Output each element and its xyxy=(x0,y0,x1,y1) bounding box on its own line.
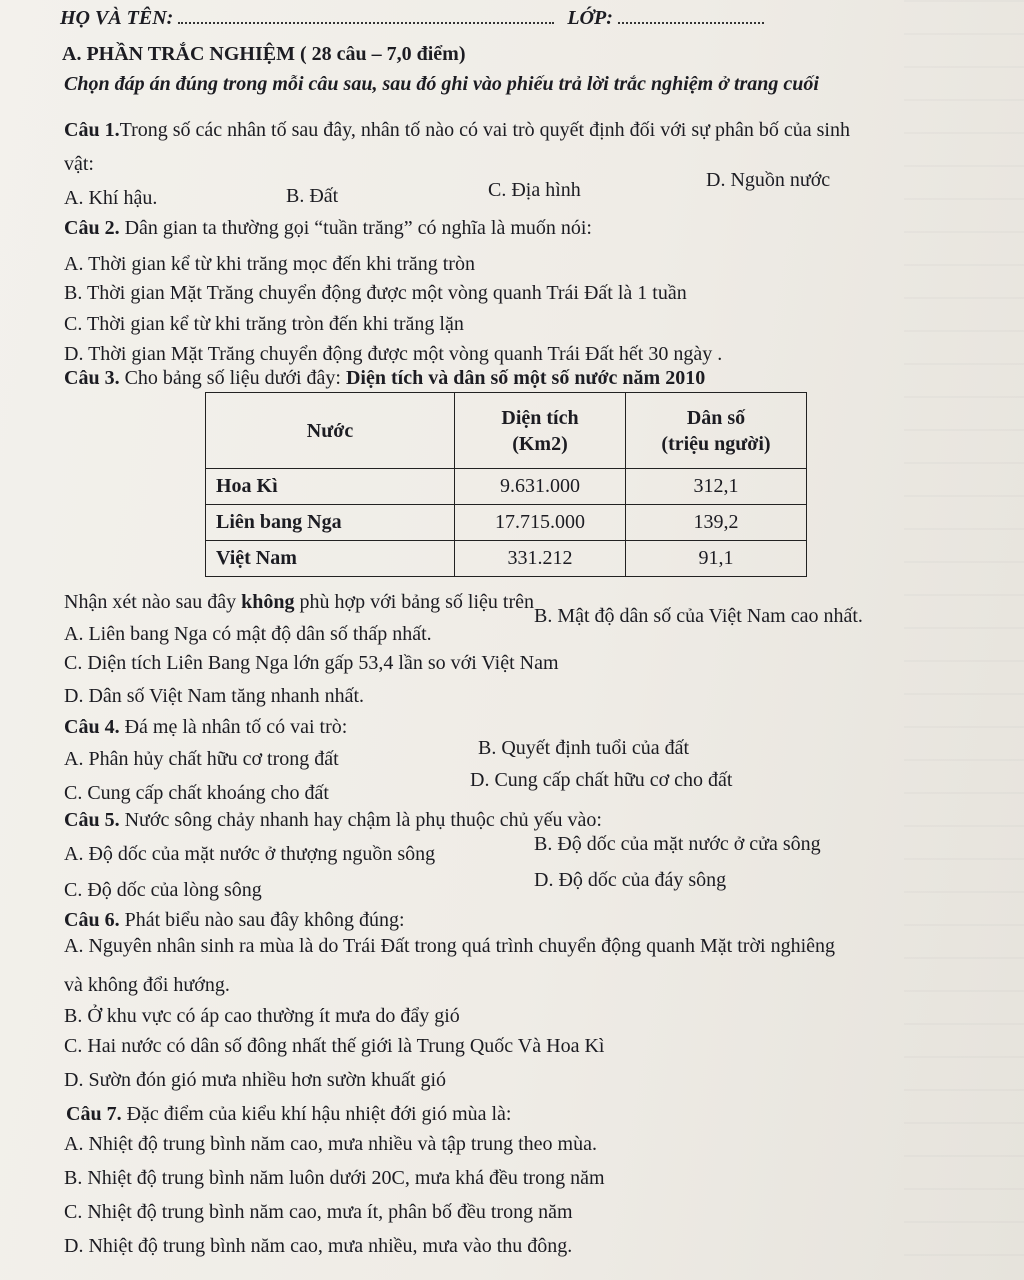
q7-option-b: B. Nhiệt độ trung bình năm luôn dưới 20C, mưa khá đều trong năm xyxy=(64,1167,605,1189)
q4-stem xyxy=(64,715,347,739)
q3-prompt-pre: Nhận xét nào sau đây xyxy=(64,591,237,613)
q5-option-a: A. Độ dốc của mặt nước ở thượng nguồn sông xyxy=(64,843,436,865)
table-header-row xyxy=(206,393,807,469)
q3-prompt-not: không xyxy=(241,591,295,613)
q3-option-d: D. Dân số Việt Nam tăng nhanh nhất. xyxy=(64,685,365,707)
row-country: Hoa Kì xyxy=(206,469,455,505)
header-area-label: Diện tích xyxy=(501,406,579,429)
q2-option-a: A. Thời gian kể từ khi trăng mọc đến khi trăng tròn xyxy=(64,253,475,275)
q1-text-cont: vật: xyxy=(64,153,94,175)
q2-stem xyxy=(64,216,592,240)
name-label: HỌ VÀ TÊN: xyxy=(60,7,174,29)
q4-option-d: D. Cung cấp chất hữu cơ cho đất xyxy=(470,769,733,791)
q5-option-b: B. Độ dốc của mặt nước ở cửa sông xyxy=(534,833,821,855)
row-area: 331.212 xyxy=(455,541,626,577)
name-field-row xyxy=(60,6,764,30)
header-population-unit: (triệu người) xyxy=(661,432,771,455)
q1-text: Trong số các nhân tố sau đây, nhân tố nào có vai trò quyết định đối với sự phân bố của sinh xyxy=(119,119,850,141)
q6-option-a-cont: và không đổi hướng. xyxy=(64,974,230,996)
q6-option-a: A. Nguyên nhân sinh ra mùa là do Trái Đất trong quá trình chuyển động quanh Mặt trời nghiêng xyxy=(64,935,836,957)
table-row xyxy=(206,505,807,541)
q6-option-c: C. Hai nước có dân số đông nhất thế giới là Trung Quốc Và Hoa Kì xyxy=(64,1035,605,1057)
header-country: Nước xyxy=(206,393,455,469)
table-row xyxy=(206,541,807,577)
row-population: 312,1 xyxy=(626,469,807,505)
q4-option-a: A. Phân hủy chất hữu cơ trong đất xyxy=(64,748,339,770)
q6-option-b: B. Ở khu vực có áp cao thường ít mưa do đẩy gió xyxy=(64,1005,460,1027)
q4-text: Đá mẹ là nhân tố có vai trò: xyxy=(124,716,348,738)
q4-label: Câu 4. xyxy=(64,716,120,738)
q1-option-b: B. Đất xyxy=(286,185,339,207)
header-population-label: Dân số xyxy=(686,406,746,429)
header-population xyxy=(626,393,807,469)
section-title: A. PHẦN TRẮC NGHIỆM ( 28 câu – 7,0 điểm) xyxy=(62,43,466,65)
row-country: Liên bang Nga xyxy=(206,505,455,541)
q6-text: Phát biểu nào sau đây không đúng: xyxy=(124,909,405,931)
q1-option-c: C. Địa hình xyxy=(488,179,581,201)
header-area xyxy=(455,393,626,469)
row-area: 9.631.000 xyxy=(455,469,626,505)
table-row xyxy=(206,469,807,505)
q2-option-d: D. Thời gian Mặt Trăng chuyển động được một vòng quanh Trái Đất hết 30 ngày . xyxy=(64,343,723,365)
q3-label: Câu 3. xyxy=(64,367,120,389)
q7-stem xyxy=(66,1102,512,1126)
name-blank[interactable] xyxy=(178,8,554,24)
class-label: LỚP: xyxy=(567,7,613,29)
q7-option-d: D. Nhiệt độ trung bình năm cao, mưa nhiều, mưa vào thu đông. xyxy=(64,1235,573,1257)
q5-label: Câu 5. xyxy=(64,809,120,831)
q7-option-a: A. Nhiệt độ trung bình năm cao, mưa nhiều và tập trung theo mùa. xyxy=(64,1133,597,1155)
q1-option-a: A. Khí hậu. xyxy=(64,187,158,209)
q3-option-a: A. Liên bang Nga có mật độ dân số thấp nhất. xyxy=(64,623,432,645)
q2-option-c: C. Thời gian kể từ khi trăng tròn đến khi trăng lặn xyxy=(64,313,464,335)
q6-stem xyxy=(64,908,405,932)
section-instruction: Chọn đáp án đúng trong mỗi câu sau, sau đó ghi vào phiếu trả lời trắc nghiệm ở trang cuối xyxy=(64,73,819,95)
row-population: 139,2 xyxy=(626,505,807,541)
area-population-table xyxy=(205,392,807,577)
q5-stem xyxy=(64,808,602,832)
q3-prompt-post: phù hợp với bảng số liệu trên xyxy=(299,591,534,613)
q6-option-d: D. Sườn đón gió mưa nhiều hơn sườn khuất gió xyxy=(64,1069,447,1091)
q3-table-title: Diện tích và dân số một số nước năm 2010 xyxy=(345,367,706,389)
header-area-unit: (Km2) xyxy=(512,432,568,455)
q2-text: Dân gian ta thường gọi “tuần trăng” có nghĩa là muốn nói: xyxy=(124,217,592,239)
q3-stem xyxy=(64,366,705,390)
q4-option-b: B. Quyết định tuổi của đất xyxy=(478,737,690,759)
row-population: 91,1 xyxy=(626,541,807,577)
q6-label: Câu 6. xyxy=(64,909,120,931)
row-country: Việt Nam xyxy=(206,541,455,577)
q3-option-b: B. Mật độ dân số của Việt Nam cao nhất. xyxy=(534,605,863,627)
q1-stem xyxy=(64,118,850,142)
q2-option-b: B. Thời gian Mặt Trăng chuyển động được một vòng quanh Trái Đất là 1 tuần xyxy=(64,282,687,304)
q4-option-c: C. Cung cấp chất khoáng cho đất xyxy=(64,782,329,804)
q5-option-d: D. Độ dốc của đáy sông xyxy=(534,869,727,891)
q3-option-c: C. Diện tích Liên Bang Nga lớn gấp 53,4 lần so với Việt Nam xyxy=(64,652,559,674)
q3-intro: Cho bảng số liệu dưới đây: xyxy=(124,367,341,389)
bleed-through-shadow xyxy=(904,0,1024,1280)
q7-label: Câu 7. xyxy=(66,1103,122,1125)
q1-label: Câu 1. xyxy=(64,119,120,141)
q7-text: Đặc điểm của kiểu khí hậu nhiệt đới gió mùa là: xyxy=(126,1103,512,1125)
row-area: 17.715.000 xyxy=(455,505,626,541)
q5-text: Nước sông chảy nhanh hay chậm là phụ thuộc chủ yếu vào: xyxy=(124,809,602,831)
q7-option-c: C. Nhiệt độ trung bình năm cao, mưa ít, phân bố đều trong năm xyxy=(64,1201,573,1223)
q5-option-c: C. Độ dốc của lòng sông xyxy=(64,879,262,901)
class-blank[interactable] xyxy=(618,8,764,24)
q2-label: Câu 2. xyxy=(64,217,120,239)
q3-prompt xyxy=(64,590,534,614)
q1-option-d: D. Nguồn nước xyxy=(706,169,831,191)
